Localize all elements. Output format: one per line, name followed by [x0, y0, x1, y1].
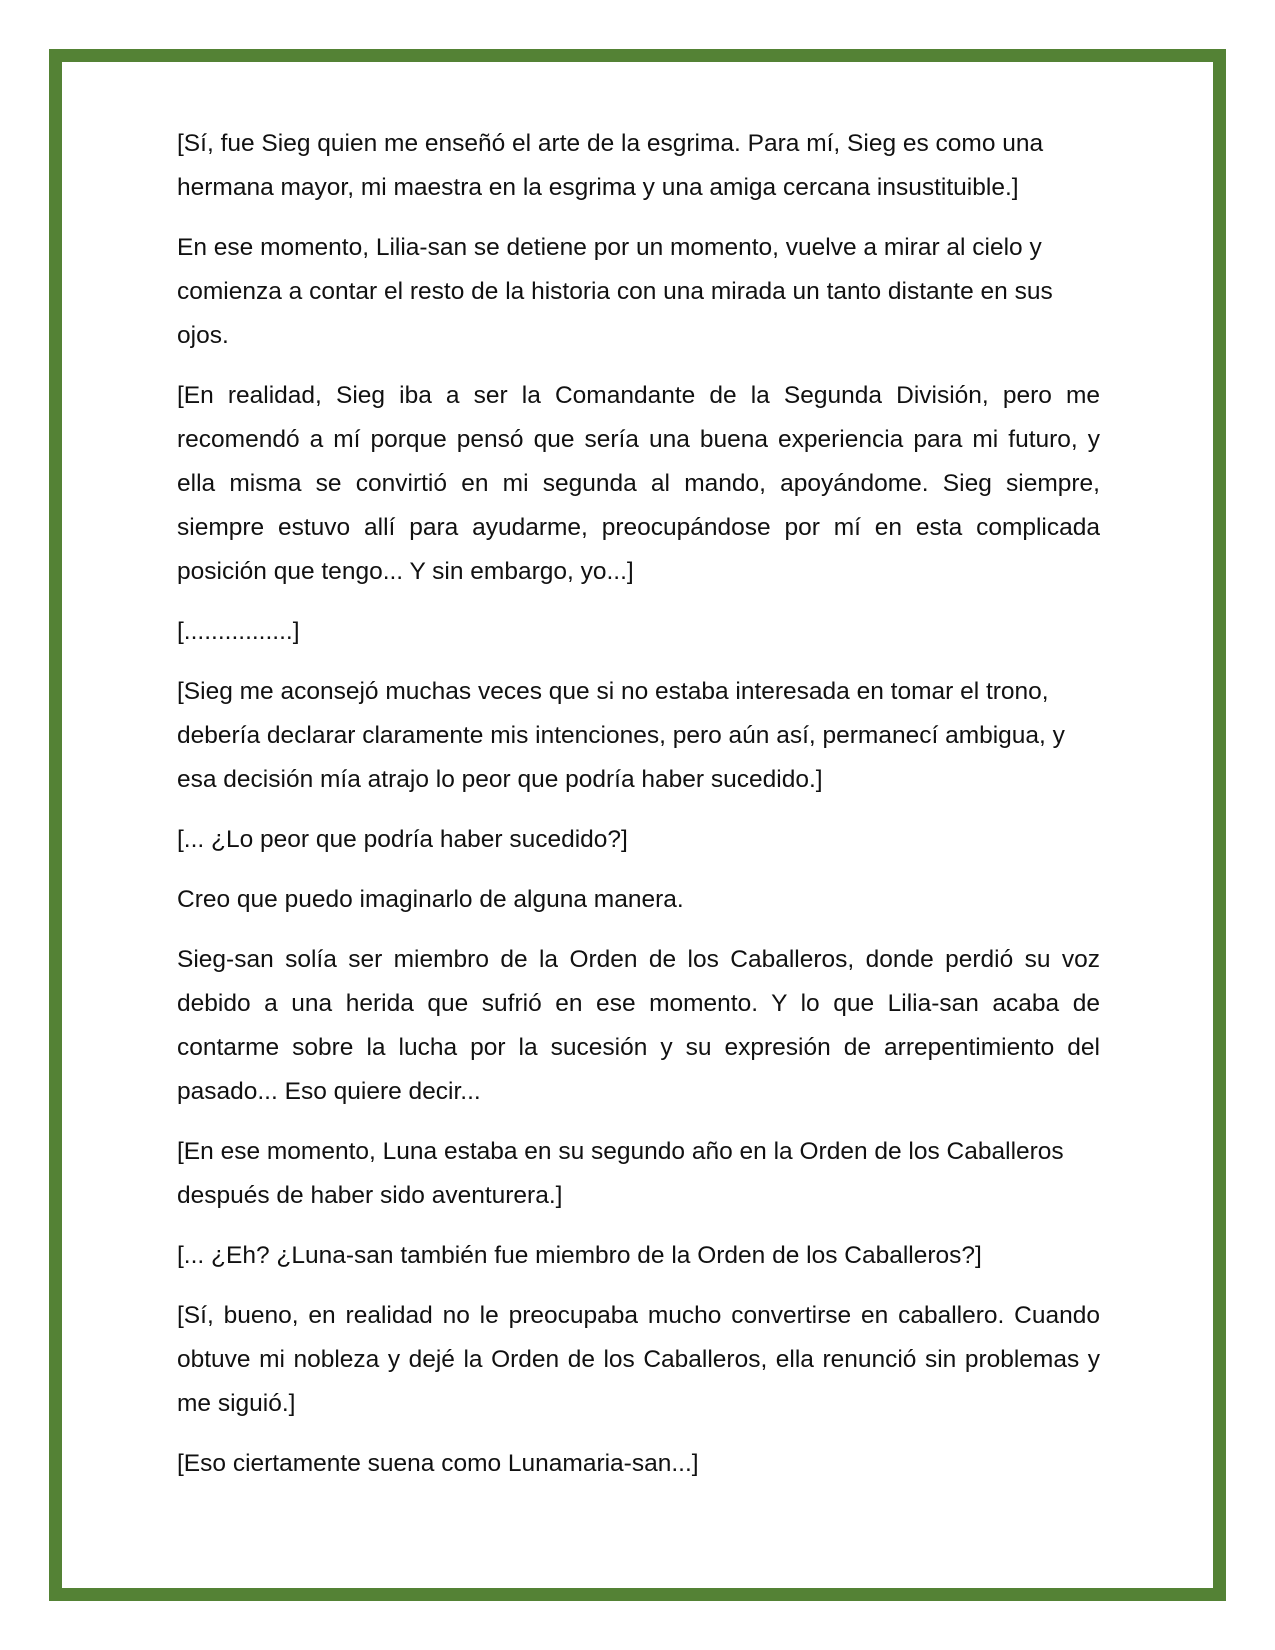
paragraph: Sieg-san solía ser miembro de la Orden de los Caballeros, donde perdió su voz debido a una herida que sufrió en ese momento. Y lo que Lilia-san acaba de contarme sobre la lucha por la sucesión y su expresión de arrepentimiento del pasado... Eso quiere decir... [177, 946, 1100, 1105]
paragraph: [... ¿Lo peor que podría haber sucedido?] [177, 826, 628, 853]
paragraph: [En realidad, Sieg iba a ser la Comandante de la Segunda División, pero me recomendó a mí porque pensó que sería una buena experiencia para mi futuro, y ella misma se convirtió en mi segunda al mando, apoyándome. Sieg siempre, siempre estuvo allí para ayudarme, preocupándose por mí en esta complicada posición que tengo... Y sin embargo, yo...] [177, 382, 1100, 585]
paragraph: [Eso ciertamente suena como Lunamaria-san...] [177, 1450, 699, 1477]
paragraph: [Sí, fue Sieg quien me enseñó el arte de la esgrima. Para mí, Sieg es como una hermana mayor, mi maestra en la esgrima y una amiga cercana insustituible.] [177, 130, 1044, 201]
document-body [177, 122, 1100, 1502]
paragraph: [Sieg me aconsejó muchas veces que si no estaba interesada en tomar el trono, debería declarar claramente mis intenciones, pero aún así, permanecí ambigua, y esa decisión mía atrajo lo peor que podría haber sucedido.] [177, 678, 1065, 793]
paragraph: [................] [177, 618, 300, 645]
paragraph: En ese momento, Lilia-san se detiene por un momento, vuelve a mirar al cielo y comienza a contar el resto de la historia con una mirada un tanto distante en sus ojos. [177, 234, 1053, 349]
paragraph: [En ese momento, Luna estaba en su segundo año en la Orden de los Caballeros después de haber sido aventurera.] [177, 1138, 1064, 1209]
paragraph: Creo que puedo imaginarlo de alguna manera. [177, 886, 684, 913]
paragraph: [... ¿Eh? ¿Luna-san también fue miembro de la Orden de los Caballeros?] [177, 1242, 982, 1269]
paragraph: [Sí, bueno, en realidad no le preocupaba mucho convertirse en caballero. Cuando obtuve mi nobleza y dejé la Orden de los Caballeros, ella renunció sin problemas y me siguió.] [177, 1302, 1100, 1417]
